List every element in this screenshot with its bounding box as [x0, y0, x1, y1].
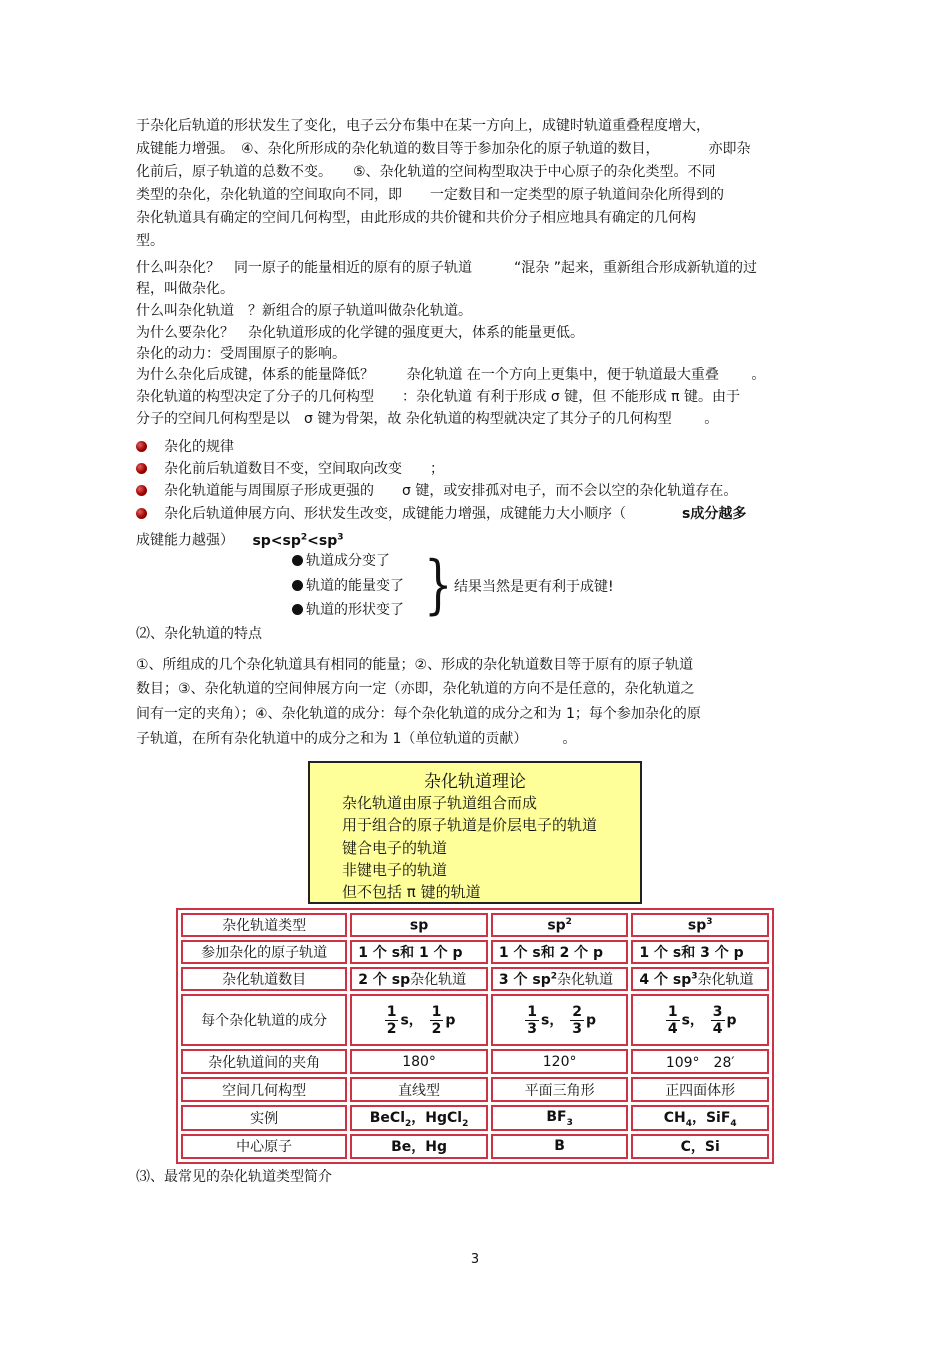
bullet-text-2: 杂化前后轨道数目不变，空间取向改变 ；: [164, 461, 444, 477]
count-post: 杂化轨道: [557, 972, 613, 988]
bullet-icon: [136, 508, 147, 519]
fraction: [711, 1004, 725, 1037]
type-base: sp: [409, 917, 429, 934]
para2-line-1: 什么叫杂化？ 同一原子的能量相近的原有的原子轨道 “混杂 ”起来，重新组合形成新轨道的过: [136, 260, 757, 276]
count-pre: 4 个: [639, 972, 673, 988]
example-cell: [491, 1105, 629, 1131]
example-cell: [631, 1105, 769, 1131]
example-sub: 4: [685, 1118, 692, 1129]
type-cell: [631, 913, 769, 937]
bullet-icon: [136, 485, 147, 496]
row-label: 空间几何构型: [181, 1077, 347, 1102]
row-label: 中心原子: [181, 1134, 347, 1159]
geometry-cell: 直线型: [350, 1077, 488, 1102]
bullet-icon: [136, 463, 147, 474]
denominator: 2: [386, 1020, 397, 1037]
fraction: [666, 1004, 680, 1037]
table-row: [181, 1049, 769, 1074]
hybrid-theory-box: [308, 761, 642, 904]
bullet-text-4-line2-label: 成键能力越强）: [136, 532, 234, 549]
bullet-text-3: 杂化轨道能与周围原子形成更强的 σ 键，或安排孤对电子，而不会以空的杂化轨道存在。: [164, 483, 738, 499]
section2-heading: ⑵、杂化轨道的特点: [136, 626, 262, 642]
angle-cell: 109° 28′: [631, 1049, 769, 1074]
count-pre: 2 个: [358, 972, 392, 988]
example-formula: CH: [663, 1110, 686, 1126]
count-sup: 2: [550, 971, 557, 982]
denominator: 3: [527, 1020, 537, 1037]
bullet-text-4: [164, 505, 746, 523]
denominator: 2: [431, 1020, 442, 1037]
change-item-3-text: 轨道的形状变了: [306, 602, 404, 618]
bullet-text-4-tail: s成分越多: [682, 506, 747, 522]
para2-line-5: 杂化的动力：受周围原子的影响。: [136, 346, 346, 362]
count-cell: [491, 967, 629, 991]
para2-line-6: 为什么杂化后成键，体系的能量降低？ 杂化轨道 在一个方向上更集中，便于轨道最大重叠 。: [136, 367, 766, 383]
box-title: 杂化轨道理论: [424, 772, 526, 792]
geometry-cell: 正四面体形: [631, 1077, 769, 1102]
count-sup: 3: [691, 971, 698, 982]
type-sup: 2: [565, 916, 572, 927]
para2-line-7: 杂化轨道的构型决定了分子的几何构型 ：杂化轨道 有利于形成 σ 键，但 不能形成 π 键。由于: [136, 389, 741, 405]
change-item-2: [292, 577, 404, 595]
order-sup-2: 3: [337, 532, 344, 542]
row-label: 杂化轨道类型: [181, 913, 347, 937]
count-sp: sp: [672, 972, 692, 988]
conclusion-text: 结果当然是更有利于成键!: [454, 579, 614, 595]
numerator: 1: [667, 1003, 678, 1020]
bullet-text-4-main: 杂化后轨道伸展方向、形状发生改变，成键能力增强，成键能力大小顺序（: [164, 506, 682, 522]
numerator: 1: [527, 1003, 537, 1020]
fraction: [525, 1004, 539, 1037]
change-item-2-text: 轨道的能量变了: [306, 578, 404, 594]
box-line-3: 键合电子的轨道: [342, 839, 448, 857]
order-part-a: sp<sp: [252, 532, 301, 549]
table-row: [181, 1077, 769, 1102]
section2-line-3: 间有一定的夹角）；④、杂化轨道的成分：每个杂化轨道的成分之和为 1；每个参加杂化的原: [136, 706, 701, 722]
table-row: [181, 913, 769, 937]
black-dot-icon: [292, 580, 303, 591]
composition-cell: $\frac{1}{3}$ s， $\frac{2}{3}$ p: [491, 994, 629, 1046]
section3-heading: ⑶、最常见的杂化轨道类型简介: [136, 1169, 332, 1185]
orbital-cell: 1 个 s和 1 个 p: [350, 940, 488, 964]
center-cell: Be，Hg: [350, 1134, 488, 1159]
para2-line-2: 程，叫做杂化。: [136, 281, 234, 297]
type-base: sp: [547, 917, 566, 934]
black-dot-icon: [292, 604, 303, 615]
page-number: 3: [470, 1252, 480, 1267]
section2-line-1: ①、所组成的几个杂化轨道具有相同的能量；②、形成的杂化轨道数目等于原有的原子轨道: [136, 657, 694, 673]
para2-line-8: 分子的空间几何构型是以 σ 键为骨架，故 杂化轨道的构型就决定了其分子的几何构型 。: [136, 411, 719, 427]
composition-cell: $\frac{1}{4}$ s， $\frac{3}{4}$ p: [631, 994, 769, 1046]
bullet-text-1: 杂化的规律: [164, 439, 234, 455]
type-base: sp: [687, 917, 707, 934]
count-sp: sp: [391, 972, 411, 988]
numerator: 3: [712, 1003, 723, 1020]
box-line-2: 用于组合的原子轨道是价层电子的轨道: [342, 816, 598, 834]
count-post: 杂化轨道: [410, 972, 467, 988]
para1-line-3: 化前后，原子轨道的总数不变。 ⑤、杂化轨道的空间构型取决于中心原子的杂化类型。不同: [136, 164, 716, 180]
para1-line-5: 杂化轨道具有确定的空间几何构型，由此形成的共价键和共价分子相应地具有确定的几何构: [136, 210, 696, 226]
example-sub: 4: [730, 1118, 737, 1129]
bullet-text-4-line2: [136, 528, 344, 550]
type-cell: [350, 913, 488, 937]
denominator: 4: [712, 1020, 723, 1037]
change-item-1: [292, 552, 390, 570]
example-sub: 2: [462, 1118, 469, 1129]
row-label: 杂化轨道数目: [181, 967, 347, 991]
count-cell: [350, 967, 488, 991]
example-cell: [350, 1105, 488, 1131]
fraction: [430, 1004, 444, 1037]
example-formula: ，HgCl: [411, 1110, 463, 1126]
count-post: 杂化轨道: [697, 972, 754, 988]
center-cell: B: [491, 1134, 629, 1159]
right-brace-icon: }: [424, 548, 453, 622]
type-sup: 3: [706, 916, 713, 927]
table-row: [181, 967, 769, 991]
row-label: 每个杂化轨道的成分: [181, 994, 347, 1046]
change-item-3: [292, 601, 404, 619]
table-row: [181, 1105, 769, 1131]
order-part-b: <sp: [307, 532, 338, 549]
center-cell: C，Si: [631, 1134, 769, 1159]
geometry-cell: 平面三角形: [491, 1077, 629, 1102]
table-row: [181, 994, 769, 1046]
section2-line-4: 子轨道，在所有杂化轨道中的成分之和为 1（单位轨道的贡献） 。: [136, 731, 577, 747]
example-sub: 3: [566, 1117, 573, 1128]
para1-line-4: 类型的杂化，杂化轨道的空间取向不同，即 一定数目和一定类型的原子轨道间杂化所得到的: [136, 187, 724, 203]
row-label: 参加杂化的原子轨道: [181, 940, 347, 964]
example-sub: 2: [405, 1118, 412, 1129]
order-expression: [252, 533, 343, 549]
hybridization-table: [176, 908, 774, 1164]
para1-line-2: 成键能力增强。 ④、杂化所形成的杂化轨道的数目等于参加杂化的原子轨道的数目， 亦即杂: [136, 141, 751, 157]
table-row: [181, 1134, 769, 1159]
angle-cell: 120°: [491, 1049, 629, 1074]
fraction: [570, 1004, 584, 1037]
orbital-cell: 1 个 s和 3 个 p: [631, 940, 769, 964]
numerator: 1: [386, 1003, 397, 1020]
section2-line-2: 数目；③、杂化轨道的空间伸展方向一定（亦即，杂化轨道的方向不是任意的，杂化轨道之: [136, 681, 695, 697]
row-label: 杂化轨道间的夹角: [181, 1049, 347, 1074]
example-formula: BF: [546, 1108, 567, 1125]
order-sup-1: 2: [300, 532, 308, 542]
composition-cell: $\frac{1}{2}$ s， $\frac{1}{2}$ p: [350, 994, 488, 1046]
orbital-cell: 1 个 s和 2 个 p: [491, 940, 629, 964]
row-label: 实例: [181, 1105, 347, 1131]
numerator: 2: [572, 1003, 582, 1020]
count-pre: 3 个: [498, 972, 533, 988]
para2-line-3: 什么叫杂化轨道 ？新组合的原子轨道叫做杂化轨道。: [136, 303, 472, 319]
box-line-5: 但不包括 π 键的轨道: [342, 883, 481, 901]
box-line-1: 杂化轨道由原子轨道组合而成: [342, 794, 538, 812]
bullet-icon: [136, 441, 147, 452]
black-dot-icon: [292, 555, 303, 566]
fraction: [385, 1004, 399, 1037]
example-formula: ，SiF: [691, 1110, 731, 1126]
count-sp: sp: [532, 972, 551, 988]
numerator: 1: [431, 1003, 442, 1020]
angle-cell: 180°: [350, 1049, 488, 1074]
change-item-1-text: 轨道成分变了: [306, 553, 390, 569]
type-cell: [491, 913, 629, 937]
para1-line-6: 型。: [136, 233, 164, 249]
para2-line-4: 为什么要杂化？ 杂化轨道形成的化学键的强度更大，体系的能量更低。: [136, 325, 584, 341]
denominator: 4: [667, 1020, 678, 1037]
box-line-4: 非键电子的轨道: [342, 861, 448, 879]
count-cell: [631, 967, 769, 991]
denominator: 3: [572, 1020, 582, 1037]
table-row: [181, 940, 769, 964]
para1-line-1: 于杂化后轨道的形状发生了变化，电子云分布集中在某一方向上，成键时轨道重叠程度增大，: [136, 118, 710, 134]
example-formula: BeCl: [369, 1110, 406, 1126]
